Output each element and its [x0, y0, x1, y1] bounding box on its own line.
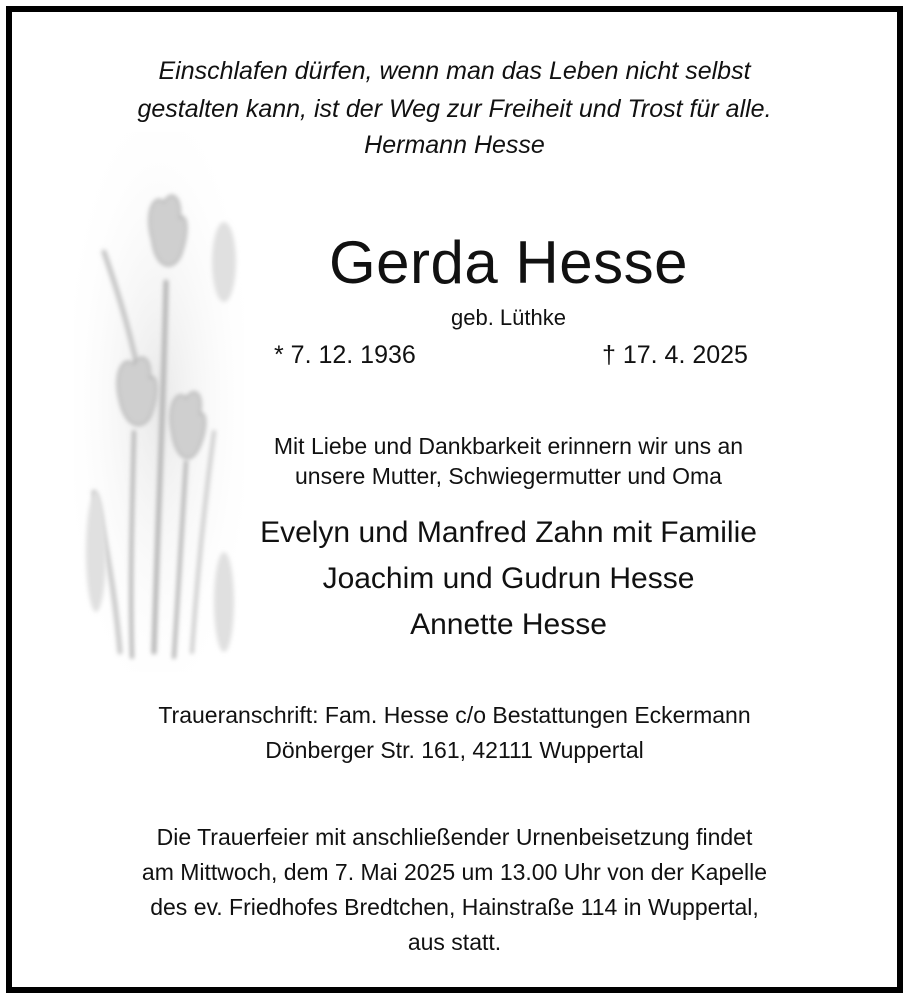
ceremony-line-2: am Mittwoch, dem 7. Mai 2025 um 13.00 Uhr von der Kapelle [141, 859, 768, 885]
address-line-1: Traueranschrift: Fam. Hesse c/o Bestattungen Eckermann [158, 702, 751, 728]
birth-date: * 7. 12. 1936 [274, 341, 416, 369]
deceased-name: Gerda Hesse [329, 229, 688, 296]
maiden-name: geb. Lüthke [451, 305, 566, 330]
quote-line-2: gestalten kann, ist der Weg zur Freiheit und Trost für alle. [137, 95, 772, 123]
remembrance-line-1: Mit Liebe und Dankbarkeit erinnern wir uns an [273, 433, 744, 459]
ceremony-line-3: des ev. Friedhofes Bredtchen, Hainstraße 114 in Wuppertal, [150, 894, 759, 920]
family-member: Evelyn und Manfred Zahn mit Familie [260, 516, 757, 549]
family-member: Annette Hesse [410, 608, 607, 641]
remembrance-line-2: unsere Mutter, Schwiegermutter und Oma [295, 463, 722, 489]
death-date: † 17. 4. 2025 [602, 341, 748, 369]
quote-line-1: Einschlafen dürfen, wenn man das Leben nicht selbst [158, 57, 751, 85]
address-line-2: Dönberger Str. 161, 42111 Wuppertal [265, 737, 644, 763]
obituary-card [6, 6, 903, 993]
ceremony-line-4: aus statt. [407, 929, 502, 955]
ceremony-line-1: Die Trauerfeier mit anschließender Urnenbeisetzung findet [156, 824, 753, 850]
family-member: Joachim und Gudrun Hesse [322, 562, 695, 595]
quote-author: Hermann Hesse [364, 131, 545, 159]
